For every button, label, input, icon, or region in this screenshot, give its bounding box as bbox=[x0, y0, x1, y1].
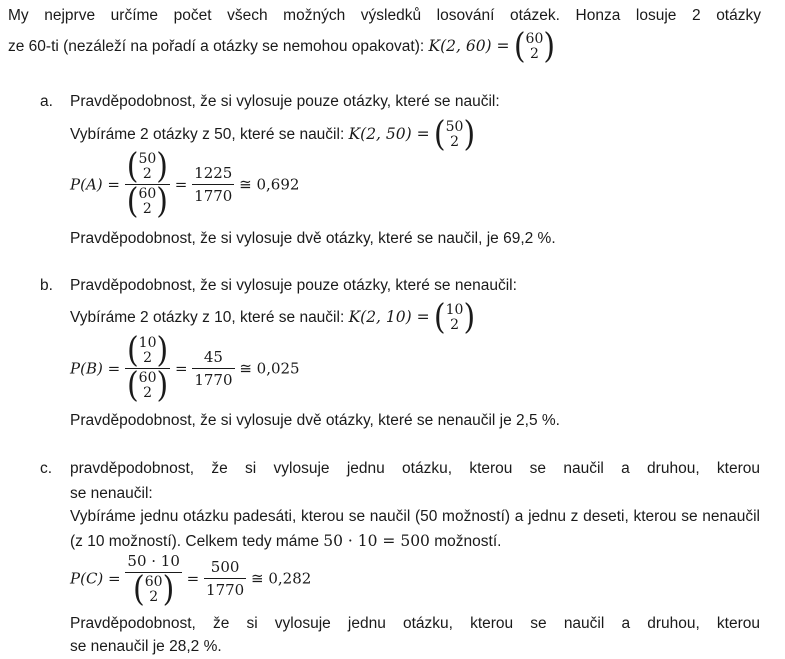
section-c-numeric-fraction: $\frac{500}{1770}$ bbox=[206, 558, 245, 599]
section-c-conclusion-line-1: Pravděpodobnost, že si vylosuje jednu otázku, kterou se naučil a druhou, kterou bbox=[70, 615, 760, 632]
section-a-numeric-fraction: $\frac{1225}{1770}$ bbox=[194, 164, 233, 205]
section-a-line-2: Vybíráme 2 otázky z 50, které se naučil: K(2, 50) = (50 2 ) bbox=[70, 114, 476, 155]
section-c-conclusion-line-2: se nenaučil je 28,2 %. bbox=[70, 638, 222, 655]
section-b-binomial: (10 2 ) bbox=[433, 297, 476, 338]
section-b-heading: Pravděpodobnost, že si vylosuje pouze otázky, které se nenaučil: bbox=[70, 277, 517, 294]
section-c-count-fraction: 50 · 10 (60 2 ) bbox=[127, 552, 180, 610]
section-c-probability-equation: P(C) = 50 · 10 (60 2 ) = $\frac{500}{1770}$ ≅ 0,282 bbox=[70, 552, 312, 610]
section-b-marker: b. bbox=[40, 277, 53, 294]
section-c-result: ≅ 0,282 bbox=[251, 569, 312, 588]
section-c-heading-line-1: pravděpodobnost, že si vylosuje jednu otázku, kterou se naučil a druhou, kterou bbox=[70, 460, 760, 477]
section-b-numeric-fraction: $\frac{45}{1770}$ bbox=[194, 348, 233, 389]
intro-line-2-text: ze 60-ti (nezáleží na pořadí a otázky se nemohou opakovat): bbox=[8, 38, 425, 56]
section-b-binomial-fraction: (10 2 ) (60 2 ) bbox=[126, 330, 169, 406]
section-b-result: ≅ 0,025 bbox=[239, 359, 300, 378]
section-a-marker: a. bbox=[40, 93, 53, 110]
section-a-result: ≅ 0,692 bbox=[239, 175, 300, 194]
section-b-line-2: Vybíráme 2 otázky z 10, které se naučil: K(2, 10) = (10 2 ) bbox=[70, 297, 476, 338]
section-b-conclusion: Pravděpodobnost, že si vylosuje dvě otázky, které se nenaučil je 2,5 %. bbox=[70, 412, 560, 429]
section-b-probability-equation: P(B) = (10 2 ) (60 2 ) = $\frac{45}{1770}$ ≅ 0,025 bbox=[70, 330, 300, 406]
section-c-heading-line-2: se nenaučil: bbox=[70, 485, 153, 502]
intro-line-2 bbox=[8, 26, 556, 67]
section-a-binomial: (50 2 ) bbox=[433, 114, 476, 155]
section-a-conclusion: Pravděpodobnost, že si vylosuje dvě otázky, které se naučil, je 69,2 %. bbox=[70, 230, 556, 247]
section-a-probability-equation: P(A) = (50 2 ) (60 2 ) = $\frac{1225}{1770}$ ≅ 0,692 bbox=[70, 146, 300, 222]
intro-binomial: (60 2 ) bbox=[513, 26, 556, 67]
intro-combination-formula: K(2, 60) = bbox=[428, 37, 510, 56]
section-a-binomial-fraction: (50 2 ) (60 2 ) bbox=[126, 146, 169, 222]
intro-line-1: My nejprve určíme počet všech možných výsledků losování otázek. Honza losuje 2 otázky bbox=[8, 7, 761, 24]
section-c-body-line-2: (z 10 možností). Celkem tedy máme 50 · 10 = 500 možností. bbox=[70, 532, 502, 550]
section-c-body-line-1: Vybíráme jednu otázku padesáti, kterou se naučil (50 možností) a jednu z deseti, kterou se nenaučil bbox=[70, 508, 760, 525]
section-a-heading: Pravděpodobnost, že si vylosuje pouze otázky, které se naučil: bbox=[70, 93, 500, 110]
section-c-marker: c. bbox=[40, 460, 53, 477]
